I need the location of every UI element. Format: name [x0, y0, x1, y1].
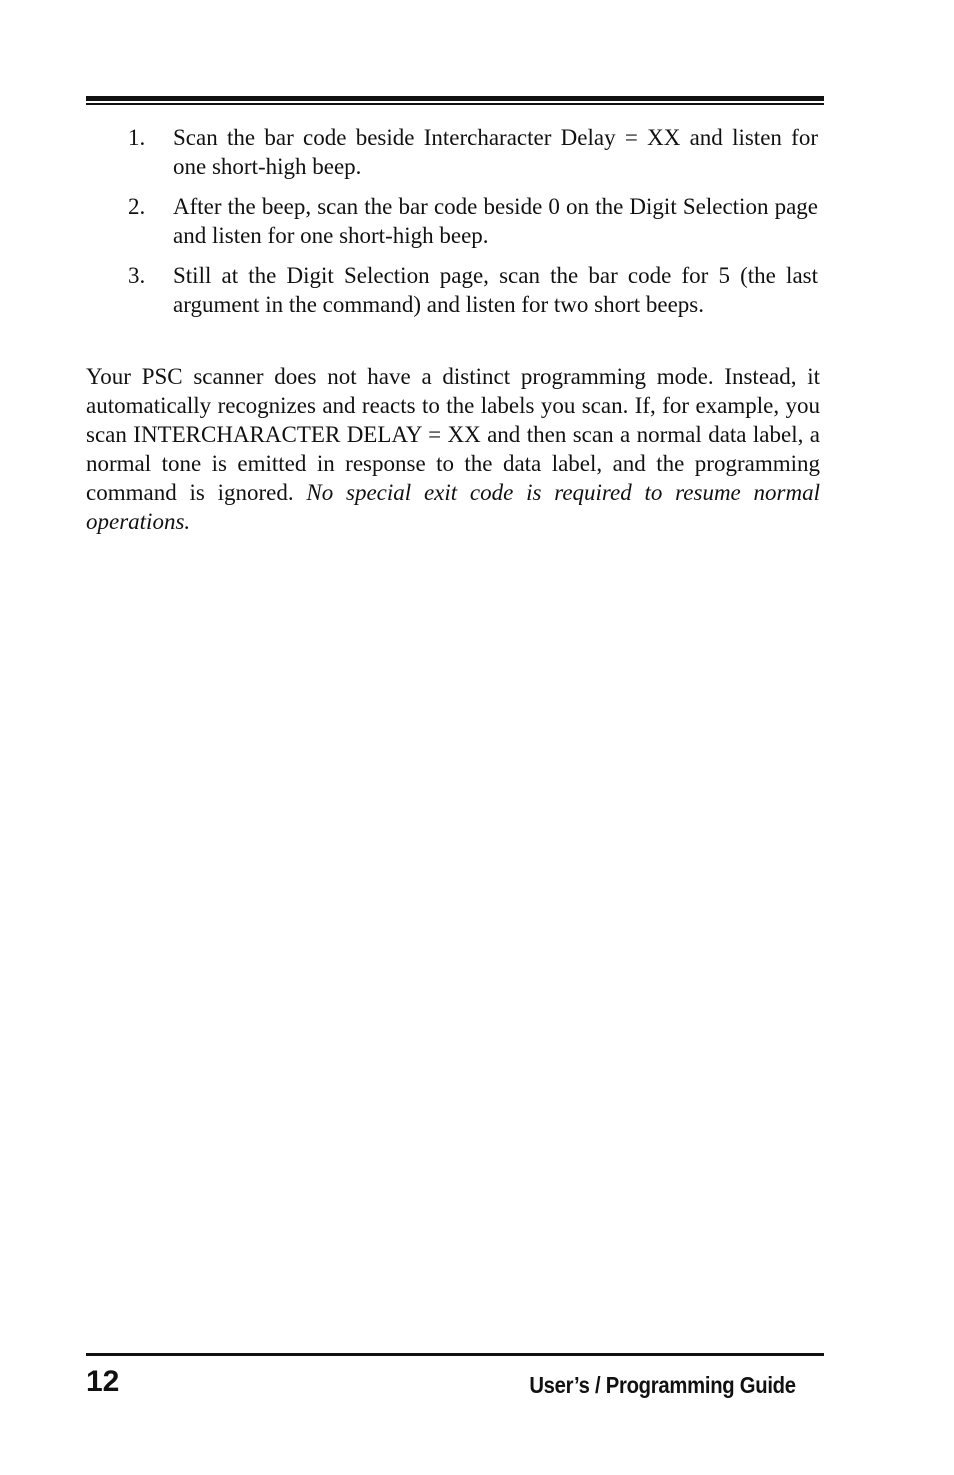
page-number: 12 — [86, 1365, 120, 1398]
footer-rule — [86, 1353, 824, 1356]
guide-title: User’s / Programming Guide — [529, 1372, 796, 1398]
step-number: 2. — [128, 194, 146, 219]
step-number: 1. — [128, 125, 146, 150]
step-text: Still at the Digit Selection page, scan the bar code for 5 (the last argument in the command) and listen for two short beeps. — [173, 263, 818, 317]
body-paragraph-text: Your PSC scanner does not have a distinct programming mode. Instead, it automatically recognizes and reacts to the labels you scan. If, for example, you scan INTERCHARACTER DELAY = XX and then scan a normal data label, a normal tone is emitted in response to the data label, and the programming command is ignored. — [86, 364, 820, 505]
step-text: After the beep, scan the bar code beside 0 on the Digit Selection page and listen for one short-high beep. — [173, 194, 818, 248]
step-item — [86, 261, 824, 319]
body-paragraph-italic: No special exit code is required to resume normal operations. — [86, 480, 820, 534]
step-item — [86, 123, 824, 181]
body-paragraph — [86, 362, 820, 536]
header-rule-thin — [86, 103, 824, 105]
step-list — [86, 123, 824, 330]
step-number: 3. — [128, 263, 146, 288]
step-text: Scan the bar code beside Intercharacter Delay = XX and listen for one short-high beep. — [173, 125, 818, 179]
header-rule-thick — [86, 96, 824, 101]
step-item — [86, 192, 824, 250]
